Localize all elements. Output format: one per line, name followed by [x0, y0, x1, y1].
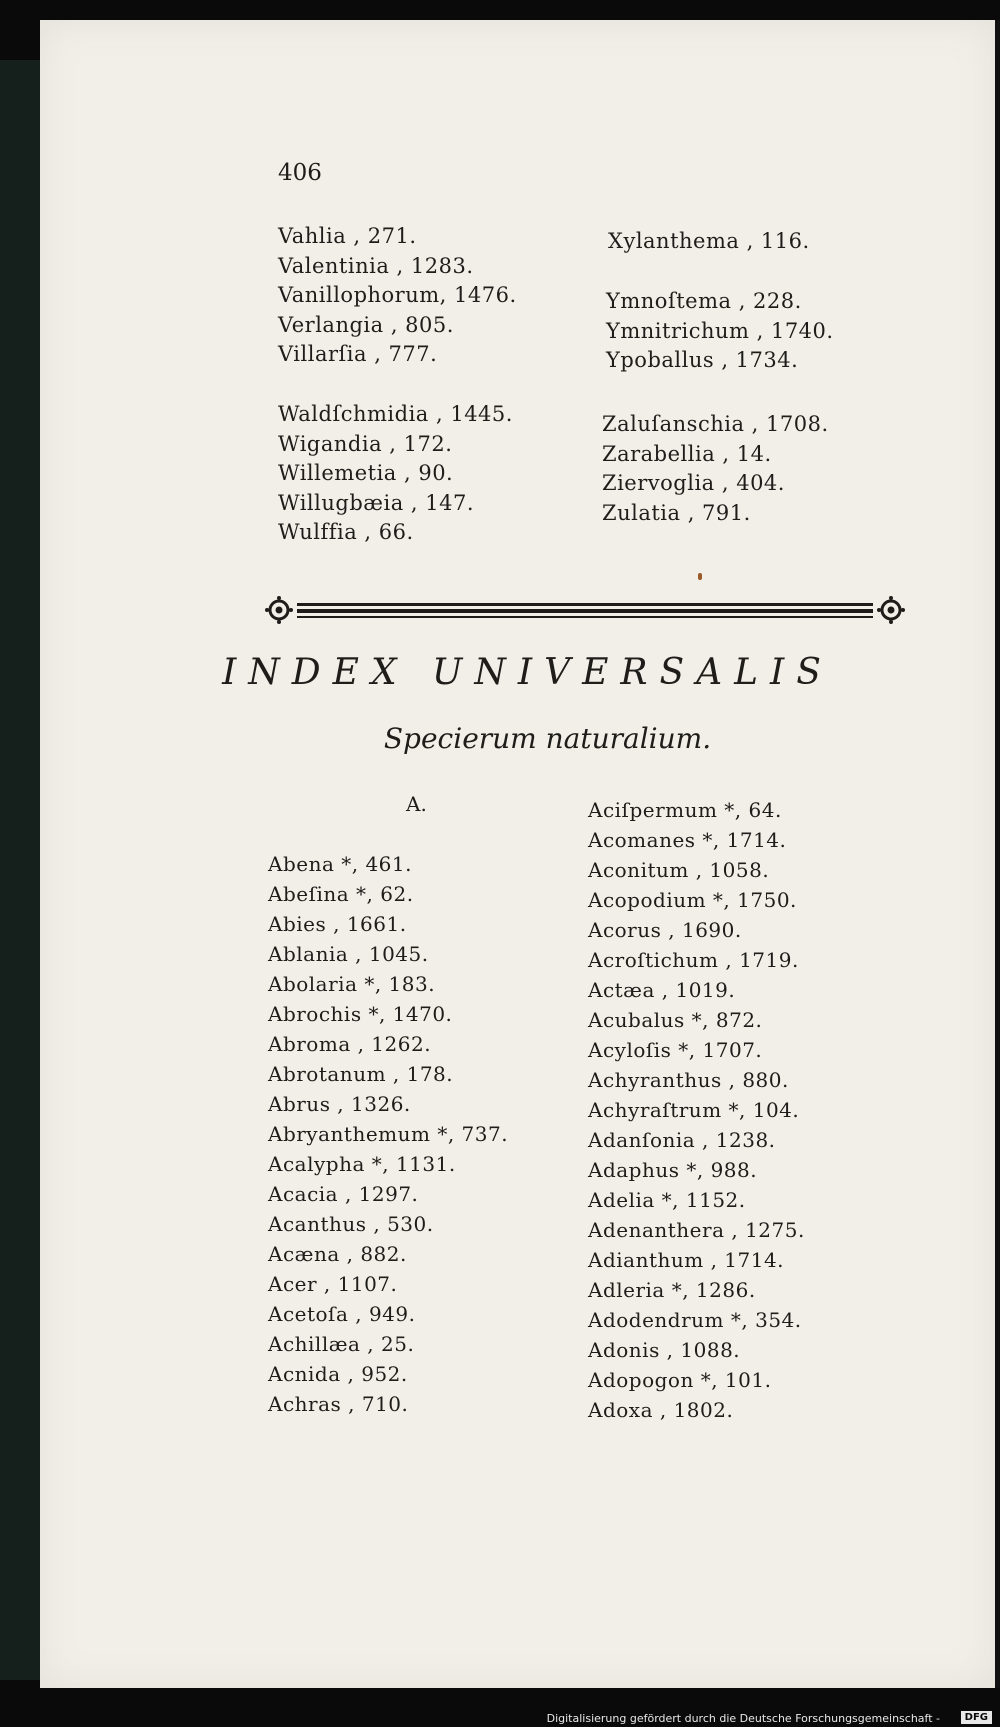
index-entry: Acæna , 882. [268, 1242, 407, 1266]
index-entry: Zulatia , 791. [602, 500, 751, 525]
index-list-v [278, 222, 517, 370]
index-entry: Acetoſa , 949. [268, 1302, 416, 1326]
universal-index-right-column [588, 795, 805, 1425]
page-edge-shadow [995, 20, 1000, 1688]
index-entry: Villarſia , 777. [278, 342, 438, 366]
index-entry: Abies , 1661. [268, 912, 407, 936]
index-entry: Ymnitrichum , 1740. [606, 318, 834, 343]
index-entry: Adenanthera , 1275. [588, 1218, 805, 1242]
index-entry: Acroſtichum , 1719. [588, 948, 799, 972]
index-list-x [608, 227, 810, 257]
index-entry: Ymnoſtema , 228. [606, 289, 802, 313]
index-entry: Abrus , 1326. [268, 1092, 411, 1116]
index-entry: Abolaria *, 183. [268, 972, 436, 996]
index-entry: Vanillophorum, 1476. [278, 283, 517, 307]
index-list-w [278, 400, 513, 548]
index-entry: Ziervoglia , 404. [602, 471, 785, 495]
index-entry: Abrochis *, 1470. [268, 1002, 453, 1026]
index-entry: Achyranthus , 880. [588, 1068, 789, 1092]
flower-right-icon [877, 596, 905, 624]
index-entry: Actæa , 1019. [588, 978, 736, 1002]
index-entry: Abryanthemum *, 737. [268, 1122, 509, 1146]
index-list-z [602, 410, 829, 528]
ink-speck [698, 573, 702, 580]
index-entry: Willugbæia , 147. [278, 490, 475, 515]
index-entry: Verlangia , 805. [278, 312, 454, 337]
index-entry: Adianthum , 1714. [588, 1248, 785, 1272]
index-entry: Abeſina *, 62. [268, 882, 414, 906]
index-entry: Adelia *, 1152. [588, 1188, 746, 1212]
index-entry: Xylanthema , 116. [608, 229, 810, 253]
book-page [40, 20, 995, 1688]
index-entry: Acer , 1107. [268, 1272, 398, 1296]
index-entry: Abena *, 461. [268, 852, 412, 876]
index-entry: Acopodium *, 1750. [588, 888, 797, 912]
index-list-y [606, 287, 834, 376]
index-entry: Acacia , 1297. [268, 1182, 419, 1206]
universal-index-left-column [268, 849, 508, 1419]
index-entry: Aciſpermum *, 64. [588, 798, 782, 822]
index-entry: Adoxa , 1802. [588, 1398, 734, 1422]
index-entry: Aconitum , 1058. [588, 858, 770, 882]
page-number: 406 [278, 160, 322, 186]
index-entry: Vahlia , 271. [278, 224, 417, 248]
index-entry: Wulffia , 66. [278, 520, 414, 544]
index-entry: Acorus , 1690. [588, 918, 742, 942]
dfg-logo: DFG [961, 1711, 992, 1724]
index-entry: Acalypha *, 1131. [268, 1152, 456, 1176]
index-entry: Zaluſanschia , 1708. [602, 412, 829, 436]
index-entry: Achillæa , 25. [268, 1332, 415, 1356]
index-entry: Acyloſis *, 1707. [588, 1038, 763, 1062]
index-entry: Wigandia , 172. [278, 431, 453, 456]
section-letter: A. [406, 792, 427, 816]
index-entry: Achras , 710. [268, 1392, 409, 1416]
flower-left-icon [265, 596, 293, 624]
index-entry: Achyraſtrum *, 104. [588, 1098, 800, 1122]
index-entry: Willemetia , 90. [278, 461, 454, 485]
index-entry: Adanſonia , 1238. [588, 1128, 776, 1152]
index-entry: Adodendrum *, 354. [588, 1308, 802, 1332]
digitization-credit: Digitalisierung gefördert durch die Deutsche Forschungsgemeinschaft - [546, 1712, 940, 1725]
index-entry: Waldſchmidia , 1445. [278, 402, 513, 426]
section-subtitle: Specierum naturalium. [383, 722, 712, 755]
index-entry: Acnida , 952. [268, 1362, 408, 1386]
index-entry: Ablania , 1045. [268, 942, 429, 966]
index-entry: Acanthus , 530. [268, 1212, 434, 1236]
index-entry: Ypoballus , 1734. [606, 348, 799, 372]
index-entry: Adonis , 1088. [588, 1338, 741, 1362]
index-entry: Acomanes *, 1714. [588, 828, 787, 852]
index-entry: Abroma , 1262. [268, 1032, 432, 1056]
index-entry: Valentinia , 1283. [278, 253, 474, 278]
index-entry: Zarabellia , 14. [602, 441, 772, 466]
decorative-rule-ornament [265, 595, 905, 625]
index-entry: Acubalus *, 872. [588, 1008, 763, 1032]
index-entry: Adaphus *, 988. [588, 1158, 758, 1182]
scanner-background-strip [0, 60, 40, 1680]
index-entry: Adopogon *, 101. [588, 1368, 772, 1392]
index-entry: Adleria *, 1286. [588, 1278, 756, 1302]
section-title: INDEX UNIVERSALIS [222, 652, 833, 693]
index-entry: Abrotanum , 178. [268, 1062, 454, 1086]
